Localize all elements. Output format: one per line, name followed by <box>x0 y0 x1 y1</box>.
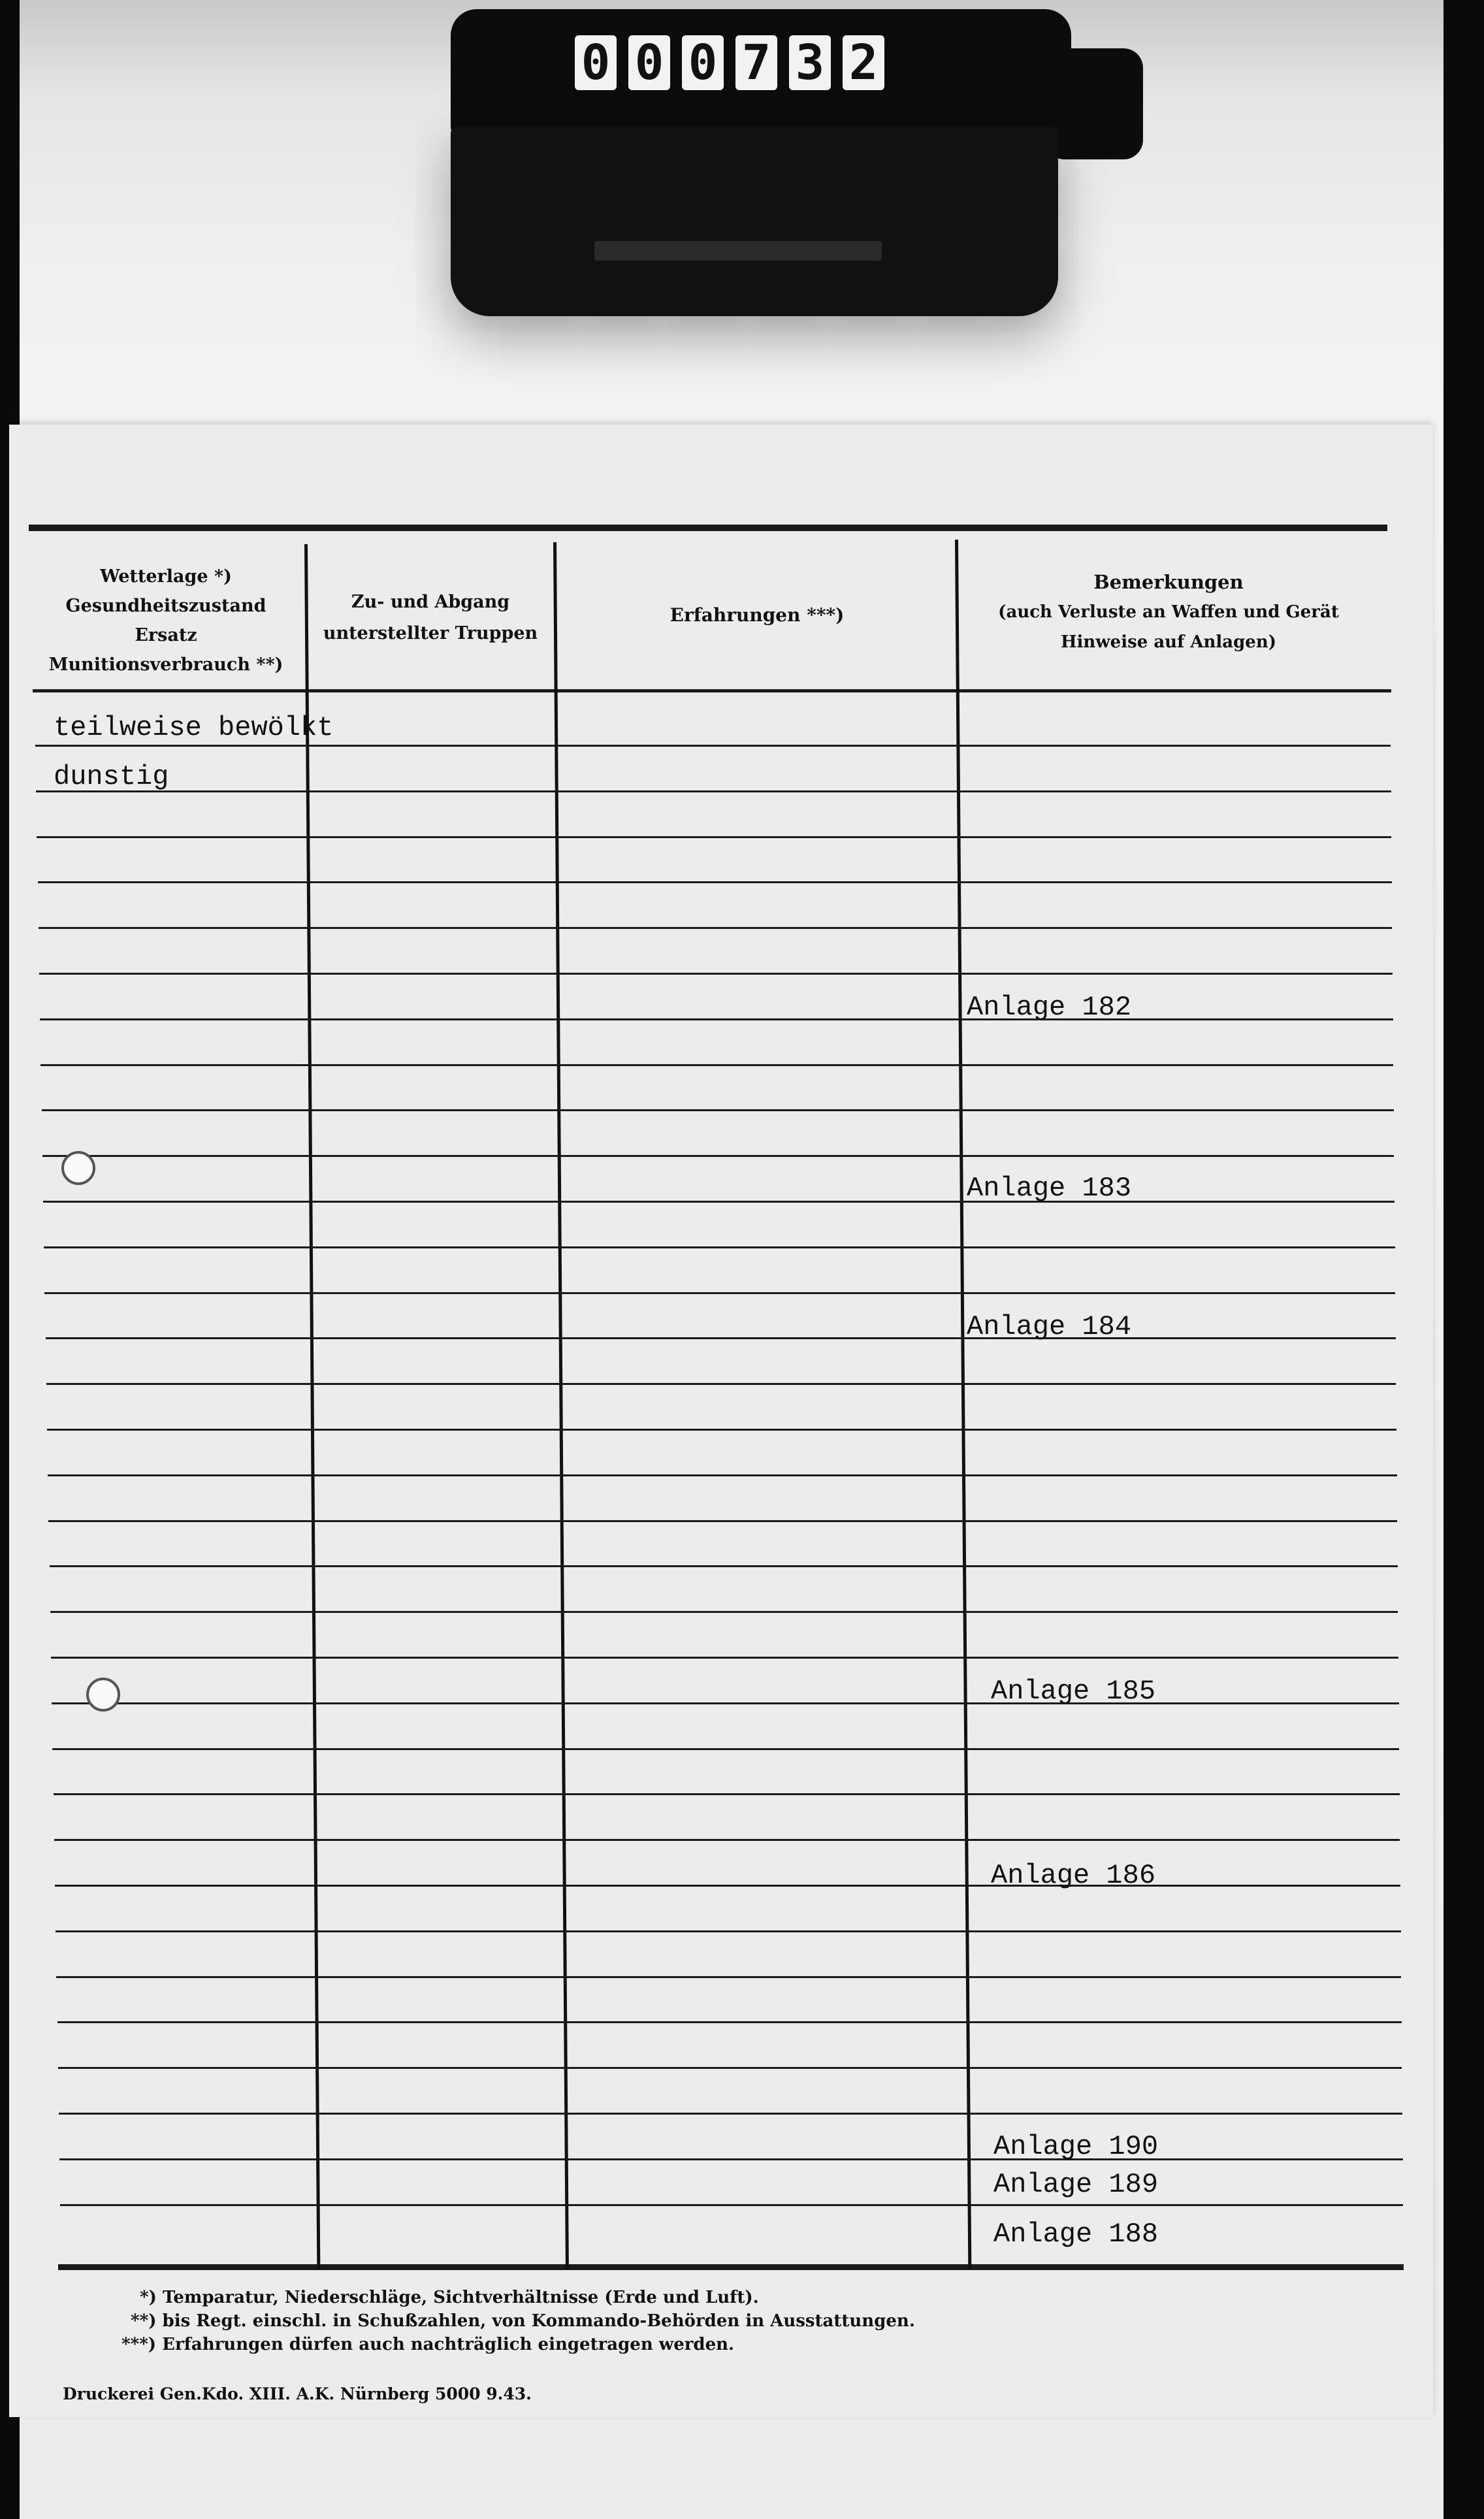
ruled-line <box>44 1246 1395 1248</box>
ruled-line <box>54 1793 1400 1795</box>
ruled-line <box>57 2021 1402 2023</box>
remark-entry: Anlage 186 <box>991 1860 1156 1891</box>
header-troops-line: Zu- und Abgang <box>351 592 510 612</box>
bottom-rule <box>58 2264 1404 2270</box>
counter-digits <box>575 35 884 90</box>
header-remarks-title: Bemerkungen <box>1093 571 1244 593</box>
top-rule <box>29 525 1387 531</box>
ruled-line <box>60 2204 1403 2206</box>
remark-entry: Anlage 185 <box>991 1676 1156 1707</box>
ruled-line <box>35 745 1391 747</box>
header-troops-line: unterstellter Truppen <box>323 623 538 643</box>
header-remarks-sub: Hinweise auf Anlagen) <box>1060 632 1277 652</box>
ruled-line <box>58 2067 1402 2069</box>
footnote: **) bis Regt. einschl. in Schußzahlen, von Kommando-Behörden in Ausstattungen. <box>131 2311 915 2331</box>
ruled-line <box>42 1155 1395 1157</box>
ruled-line <box>44 1292 1395 1294</box>
counter-digit: 0 <box>682 35 724 90</box>
column-divider-3 <box>955 540 971 2269</box>
counter-digit: 0 <box>575 35 617 90</box>
counter-base <box>451 127 1058 316</box>
ruled-line <box>56 1930 1400 1932</box>
header-weather <box>35 562 297 679</box>
document-counter-stamp <box>418 9 1137 310</box>
remark-entry: Anlage 189 <box>993 2169 1159 2200</box>
header-experiences-line: Erfahrungen ***) <box>669 604 845 626</box>
header-weather-line: Wetterlage *) <box>100 566 232 587</box>
ruled-line <box>37 836 1391 838</box>
ruled-line <box>50 1611 1398 1613</box>
remark-entry: Anlage 188 <box>993 2218 1159 2250</box>
ruled-line <box>59 2158 1402 2160</box>
ruled-line <box>36 790 1391 792</box>
ruled-line <box>46 1383 1396 1385</box>
ruled-line <box>40 1064 1393 1066</box>
counter-digit: 2 <box>843 35 884 90</box>
header-weather-line: Ersatz <box>135 625 197 645</box>
ruled-line <box>52 1702 1398 1704</box>
counter-digit: 0 <box>628 35 670 90</box>
counter-slot <box>594 241 882 261</box>
ruled-line <box>55 1885 1400 1887</box>
header-weather-line: Munitionsverbrauch **) <box>48 655 283 675</box>
ruled-line <box>39 973 1393 975</box>
footnote: *) Temparatur, Niederschläge, Sichtverhältnisse (Erde und Luft). <box>140 2288 759 2307</box>
ruled-line <box>39 927 1393 929</box>
remark-entry: Anlage 184 <box>967 1311 1132 1342</box>
remark-entry: Anlage 183 <box>967 1173 1132 1204</box>
weather-entry: teilweise bewölkt <box>54 712 334 743</box>
ruled-line <box>50 1565 1398 1567</box>
weather-entry: dunstig <box>54 761 169 792</box>
column-divider-2 <box>553 542 569 2269</box>
counter-digit: 3 <box>789 35 831 90</box>
ruled-line <box>48 1474 1396 1476</box>
ruled-line <box>46 1337 1396 1339</box>
header-troops <box>310 587 551 649</box>
counter-knob <box>1045 48 1143 159</box>
header-rule <box>33 689 1391 692</box>
header-weather-line: Gesundheitszustand <box>65 596 266 616</box>
ruled-line <box>48 1520 1397 1522</box>
header-remarks <box>960 567 1378 657</box>
remark-entry: Anlage 182 <box>967 992 1132 1023</box>
counter-digit: 7 <box>735 35 777 90</box>
ruled-line <box>40 1018 1393 1020</box>
ruled-line <box>52 1748 1399 1750</box>
ruled-line <box>54 1839 1400 1841</box>
ruled-line <box>47 1429 1396 1431</box>
remark-entry: Anlage 190 <box>993 2131 1159 2162</box>
ruled-line <box>38 881 1392 883</box>
ruled-line <box>42 1109 1394 1111</box>
printer-imprint: Druckerei Gen.Kdo. XIII. A.K. Nürnberg 5000 9.43. <box>63 2384 532 2403</box>
header-remarks-sub: (auch Verluste an Waffen und Gerät <box>998 602 1339 622</box>
ruled-line <box>51 1657 1398 1659</box>
punch-hole <box>61 1151 95 1185</box>
punch-hole <box>86 1678 120 1712</box>
ruled-line <box>59 2113 1402 2115</box>
header-experiences <box>561 600 953 631</box>
war-diary-form <box>9 425 1433 2417</box>
footnote: ***) Erfahrungen dürfen auch nachträglich eingetragen werden. <box>121 2335 735 2354</box>
ruled-line <box>56 1976 1401 1978</box>
column-divider-1 <box>304 544 320 2269</box>
ruled-line <box>43 1201 1395 1203</box>
